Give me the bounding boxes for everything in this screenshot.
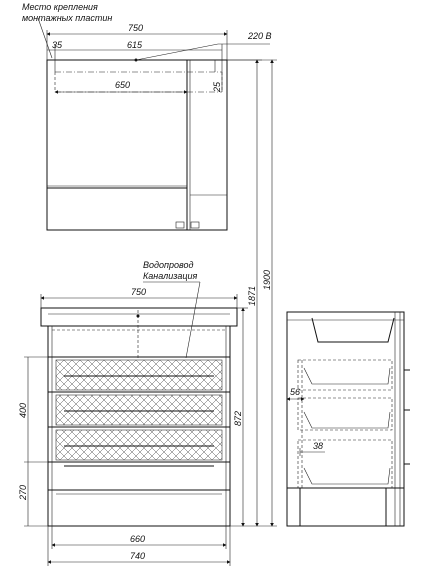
mirror-cabinet (47, 60, 227, 230)
drawer-3 (56, 430, 222, 460)
mirror-dim-25: 25 (212, 81, 222, 92)
mount-callout-line1: Место крепления (22, 2, 98, 12)
front-dim-400: 400 (18, 402, 28, 418)
drawer-1 (56, 360, 222, 390)
front-dim-1900: 1900 (262, 269, 272, 290)
side-dim-38: 38 (313, 441, 324, 451)
mirror-dim-width: 750 (128, 23, 144, 33)
mirror-dim-615: 615 (127, 40, 143, 50)
front-dim-1871: 1871 (247, 285, 257, 306)
mount-callout-line2: монтажных пластин (22, 13, 113, 23)
cabinet-side (287, 312, 410, 526)
cabinet-front (41, 308, 237, 526)
front-dim-660: 660 (130, 534, 146, 544)
front-dim-270: 270 (18, 484, 28, 500)
power-label: 220 В (248, 31, 272, 41)
mirror-dim-35: 35 (52, 40, 63, 50)
side-dim-56: 56 (290, 387, 301, 397)
front-dim-740: 740 (130, 551, 146, 561)
pipe-callout-line2: Канализация (143, 271, 198, 281)
cabinet-side-dimensions (287, 387, 325, 456)
front-dim-872: 872 (233, 410, 243, 426)
drawer-2 (56, 395, 222, 425)
mirror-dimensions (22, 2, 272, 93)
pipe-callout-line1: Водопровод (143, 260, 194, 270)
front-dim-750: 750 (131, 287, 147, 297)
mirror-dim-650: 650 (115, 80, 131, 90)
